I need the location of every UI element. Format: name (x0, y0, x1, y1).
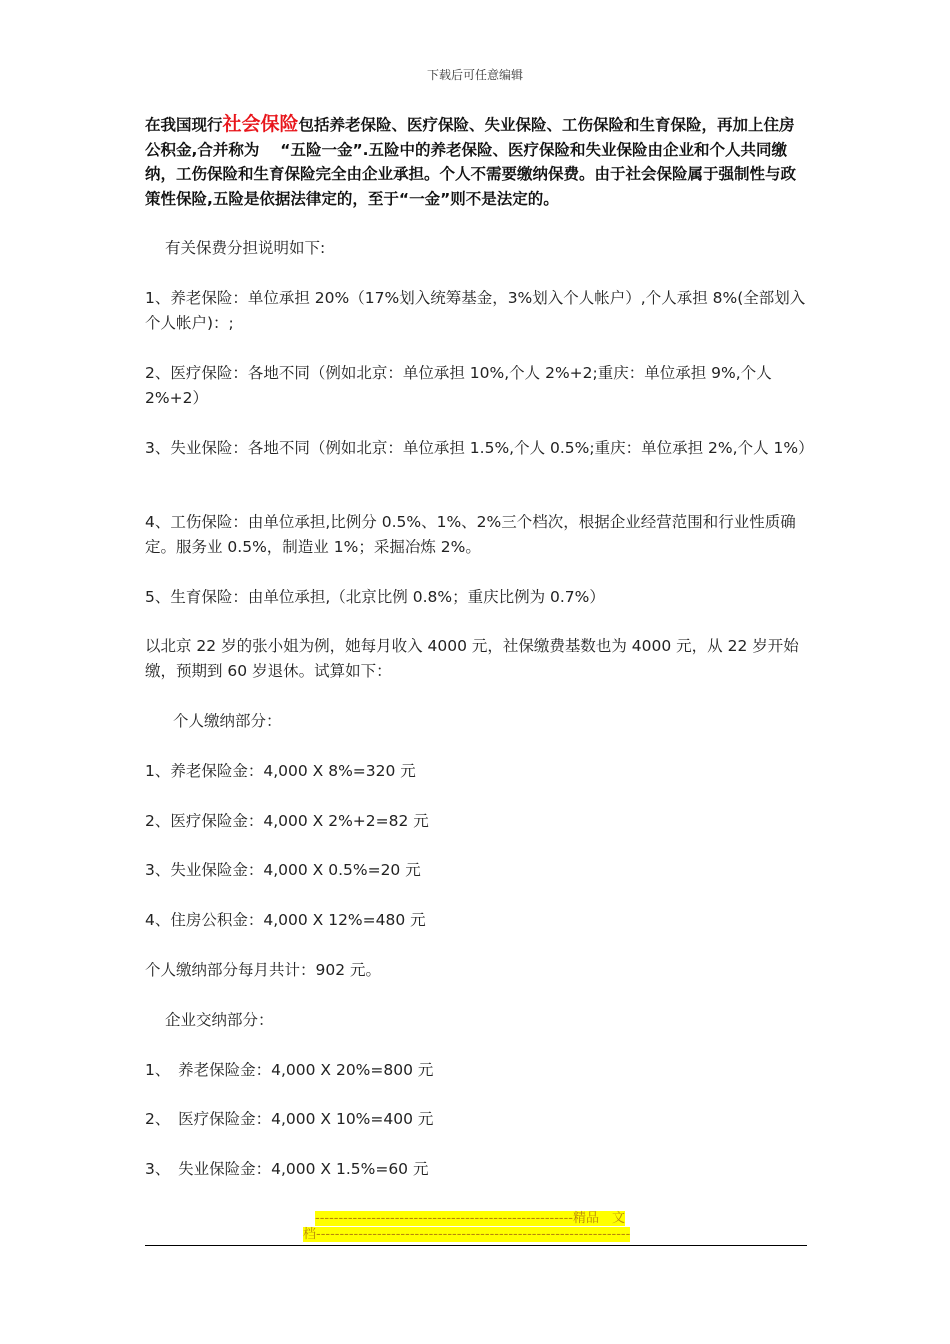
share-title: 有关保费分担说明如下: (165, 239, 326, 257)
intro-prefix: 在我国现行 (145, 116, 223, 134)
example-paragraph: 以北京 22 岁的张小姐为例，她每月收入 4000 元，社保缴费基数也为 4000 元，从 22 岁开始缴，预期到 60 岁退休。试算如下： (145, 637, 799, 680)
personal-title: 个人缴纳部分： (173, 712, 282, 730)
page-footer (145, 1211, 807, 1246)
personal-item-unemployment: 3、失业保险金：4,000 X 0.5%=20 元 (145, 861, 421, 879)
intro-suffix: 包括养老保险、医疗保险、失业保险、工伤保险和生育保险，再加上住房公积金,合并称为 “五险一金”.五险中的养老保险、医疗保险和失业保险由企业和个人共同缴纳，工伤保险和生育保险完全由企业承担。个人不需要缴纳保费。由于社会保险属于强制性与政策性保险,五险是依据法律定的，至于“一金”则不是法定的。 (145, 116, 797, 208)
personal-total: 个人缴纳部分每月共计：902 元。 (145, 961, 382, 979)
personal-item-housing: 4、住房公积金：4,000 X 12%=480 元 (145, 911, 426, 929)
share-item-maternity: 5、生育保险：由单位承担,（北京比例 0.8%；重庆比例为 0.7%） (145, 588, 605, 606)
page-header: 下载后可任意编辑 (426, 68, 523, 82)
footer-line-2: 档------------------------------------------------------------------- (303, 1227, 631, 1242)
personal-item-pension: 1、养老保险金：4,000 X 8%=320 元 (145, 762, 416, 780)
share-item-unemployment: 3、失业保险：各地不同（例如北京：单位承担 1.5%,个人 0.5%;重庆：单位承担 2%,个人 1%） (145, 439, 814, 457)
company-title: 企业交纳部分： (165, 1011, 274, 1029)
footer-line-1: -------------------------------------------------------精品 文 (315, 1211, 626, 1226)
intro-highlight: 社会保险 (222, 113, 299, 135)
personal-item-medical: 2、医疗保险金：4,000 X 2%+2=82 元 (145, 812, 429, 830)
share-item-injury: 4、工伤保险：由单位承担,比例分 0.5%、1%、2%三个档次，根据企业经营范围和行业性质确定。服务业 0.5%，制造业 1%；采掘冶炼 2%。 (145, 513, 796, 556)
intro-paragraph (145, 112, 810, 211)
share-item-medical: 2、医疗保险：各地不同（例如北京：单位承担 10%,个人 2%+2;重庆：单位承担 9%,个人 2%+2） (145, 364, 772, 407)
company-item-pension: 1、 养老保险金：4,000 X 20%=800 元 (145, 1061, 434, 1079)
share-item-pension: 1、养老保险：单位承担 20%（17%划入统筹基金，3%划入个人帐户）,个人承担 8%(全部划入个人帐户)：; (145, 289, 806, 332)
company-item-unemployment: 3、 失业保险金：4,000 X 1.5%=60 元 (145, 1160, 429, 1178)
company-item-medical: 2、 医疗保险金：4,000 X 10%=400 元 (145, 1110, 434, 1128)
